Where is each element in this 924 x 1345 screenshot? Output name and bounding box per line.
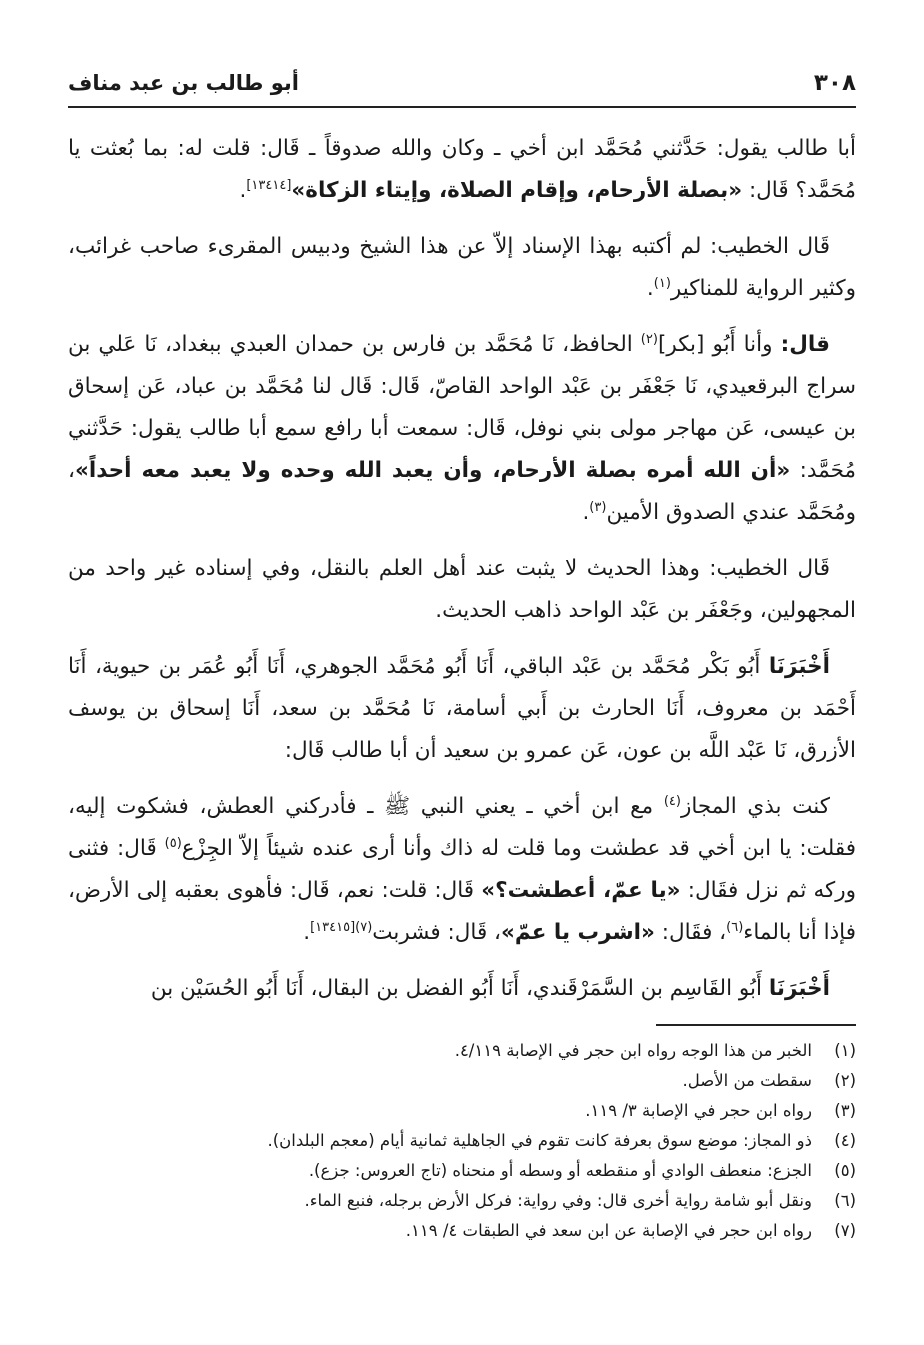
footnote-number: (٤)	[834, 1131, 856, 1150]
text-end: .	[303, 920, 311, 945]
footnote-number: (١)	[834, 1041, 856, 1060]
footnote-number: (٢)	[834, 1071, 856, 1090]
footnote-number: (٦)	[834, 1191, 856, 1210]
ref-number: [١٣٤١٥]	[310, 919, 356, 935]
footnote-item	[68, 1126, 856, 1156]
quote-bold: «اشرب يا عمّ»	[501, 920, 655, 945]
running-title: أبو طالب بن عبد مناف	[68, 71, 299, 95]
paragraph-6	[68, 786, 856, 954]
text: أَبُو القَاسِم بن السَّمَرْقَندي، أَنَا أَبُو الفضل بن البقال، أَنَا أَبُو الحُسَيْن بن	[150, 976, 769, 1001]
lead-word: أَخْبَرَنَا	[768, 654, 830, 679]
footnote-item	[68, 1036, 856, 1066]
lead-word: قال:	[780, 332, 830, 357]
footnote-marker: (٣)	[589, 499, 607, 515]
text: قَال الخطيب: لم أكتبه بهذا الإسناد إلاّ عن هذا الشيخ ودبيس المقرىء صاحب غرائب، وكثير الرواية للمناكير	[68, 234, 856, 301]
footnote-divider	[656, 1024, 856, 1026]
main-text	[68, 128, 856, 1024]
text: قَال: قلت: نعم، قَال: فأهوى بعقبه إلى الأرض، فإذا أنا بالماء	[68, 878, 856, 945]
text-end: .	[239, 178, 247, 203]
page-number: ٣٠٨	[813, 70, 856, 96]
paragraph-2	[68, 226, 856, 310]
footnote-number: (٧)	[834, 1221, 856, 1240]
footnote-item	[68, 1216, 856, 1246]
footnote-marker: (٥)	[164, 835, 182, 851]
footnote-text: رواه ابن حجر في الإصابة عن ابن سعد في الطبقات ٤/ ١١٩.	[405, 1221, 812, 1240]
text-end: .	[582, 500, 590, 525]
footnote-text: ونقل أبو شامة رواية أخرى قال: وفي رواية: فركل الأرض برجله، فنبع الماء.	[304, 1191, 812, 1210]
footnote-text: الخبر من هذا الوجه رواه ابن حجر في الإصابة ٤/١١٩.	[454, 1041, 812, 1060]
text: أبا طالب يقول: حَدَّثني مُحَمَّد ابن أخي ـ وكان والله صدوقاً ـ قَال: قلت له: بما بُعثت يا مُحَمَّد؟ قَال:	[68, 136, 856, 203]
footnote-item	[68, 1186, 856, 1216]
footnote-item	[68, 1096, 856, 1126]
footnote-text: ذو المجاز: موضع سوق بعرفة كانت تقوم في الجاهلية ثمانية أيام (معجم البلدان).	[267, 1131, 812, 1150]
text: ، فقَال:	[654, 920, 727, 945]
footnote-marker: (٢)	[640, 331, 658, 347]
quote-bold: «أن الله أمره بصلة الأرحام، وأن يعبد الله وحده ولا يعبد معه أحداً»	[74, 458, 791, 483]
paragraph-1	[68, 128, 856, 212]
text: قَال: فثنى وركه ثم نزل فقَال:	[68, 836, 857, 903]
footnote-item	[68, 1156, 856, 1186]
text: قَال الخطيب: وهذا الحديث لا يثبت عند أهل العلم بالنقل، وفي إسناده غير واحد من المجهولين، وجَعْفَر بن عَبْد الواحد ذاهب الحديث.	[68, 556, 856, 623]
footnote-item	[68, 1066, 856, 1096]
text: أَبُو بَكْر مُحَمَّد بن عَبْد الباقي، أَنَا أَبُو مُحَمَّد الجوهري، أَنَا أَبُو عُمَر بن حيوية، أَنَا أَحْمَد بن معروف، أَنَا الحارث بن أَبي أسامة، نَا مُحَمَّد بن سعد، أَنَا إسحاق بن يوسف الأزرق، نَا عَبْد اللَّه بن عون، عَن عمرو بن سعيد أن أبا طالب قَال:	[68, 654, 856, 763]
paragraph-5	[68, 646, 856, 772]
page-header	[68, 60, 856, 108]
text: الحافظ، نَا مُحَمَّد بن فارس بن حمدان العبدي ببغداد، نَا عَلي بن سراج البرقعيدي، نَا جَعْفَر بن عَبْد الواحد القاصّ، قَال: قَال لنا مُحَمَّد بن عباد، عَن إسحاق بن عيسى، عَن مهاجر مولى بني نوفل، قَال: سمعت أبا رافع سمع أبا طالب يقول: حَدَّثني مُحَمَّد:	[68, 332, 856, 483]
quote-bold: «يا عمّ، أعطشت؟»	[481, 878, 681, 903]
footnote-text: الجزع: منعطف الوادي أو منقطعه أو وسطه أو منحناه (تاج العروس: جزع).	[308, 1161, 812, 1180]
footnote-marker: (٦)	[726, 919, 744, 935]
text: ، قَال: فشربت	[372, 920, 501, 945]
footnote-number: (٥)	[834, 1161, 856, 1180]
paragraph-3	[68, 324, 856, 534]
quote-bold: «بصلة الأرحام، وإقام الصلاة، وإيتاء الزكاة»	[291, 178, 743, 203]
footnote-number: (٣)	[834, 1101, 856, 1120]
paragraph-7	[68, 968, 856, 1010]
footnote-marker: (٧)	[355, 919, 373, 935]
footnote-marker: (١)	[653, 275, 671, 291]
text: مع ابن أخي ـ يعني النبي ﷺ ـ فأدركني العطش، فشكوت إليه، فقلت: يا ابن أخي قد عطشت وما قلت له ذاك وأنا أرى عنده شيئاً إلاّ الجِزْع	[68, 794, 856, 861]
text: كنت بذي المجاز	[680, 794, 831, 819]
paragraph-4	[68, 548, 856, 632]
footnotes	[68, 1036, 856, 1246]
text: وأنا أَبُو [بكر]	[657, 332, 781, 357]
footnote-text: سقطت من الأصل.	[682, 1071, 812, 1090]
footnote-text: رواه ابن حجر في الإصابة ٣/ ١١٩.	[585, 1101, 812, 1120]
ref-number: [١٣٤١٤]	[246, 177, 292, 193]
text: ، ومُحَمَّد عندي الصدوق الأمين	[68, 458, 856, 525]
footnote-marker: (٤)	[663, 793, 681, 809]
text-end: .	[646, 276, 654, 301]
lead-word: أَخْبَرَنَا	[768, 976, 830, 1001]
